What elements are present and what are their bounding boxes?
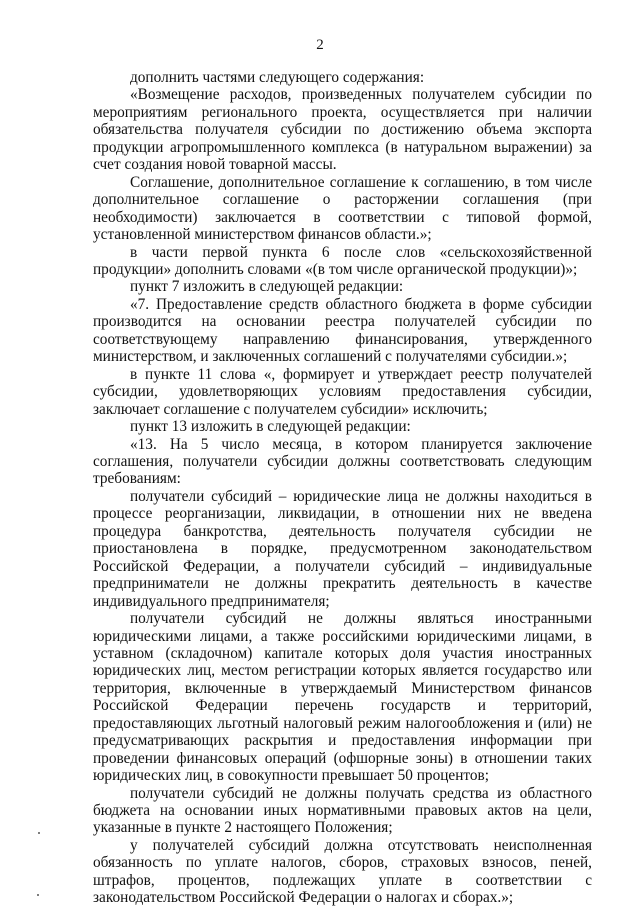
paragraph-13: у получателей субсидий должна отсутствовать неисполненная обязанность по уплате налогов, сборов, страховых взносов, пеней, штрафов, процентов, подлежащих уплате в соответствии с законодательством Российской Федерации о налогах и сборах.»; <box>93 836 592 907</box>
paragraph-1: дополнить частями следующего содержания: <box>130 69 425 86</box>
paragraph-12: получатели субсидий не должны получать средства из областного бюджета на основании иных нормативными правовых актов на цели, указанные в пункте 2 настоящего Положения; <box>93 784 592 837</box>
paragraph-11: получатели субсидий не должны являться иностранными юридическими лицами, а также российскими юридическими лицами, в уставном (складочном) капитале которых доля участия иностранных юридических лиц, местом регистрации которых является государство или территория, включенные в утверждаемый Министерством финансов Российской Федерации перечень государств и территорий, предоставляющих льготный налоговый режим налогообложения и (или) не предусматривающих раскрытия и предоставления информации при проведении финансовых операций (офшорные зоны) в отношении таких юридических лиц, в совокупности превышает 50 процентов; <box>93 610 592 785</box>
paragraph-2: «Возмещение расходов, произведенных получателем субсидии по мероприятиям регионального проекта, осуществляется при наличии обязательства получателя субсидии по достижению объема экспорта продукции агропромышленного комплекса (в натуральном выражении) за счет создания новой товарной массы. <box>93 86 592 174</box>
paragraph-10: получатели субсидий – юридические лица не должны находиться в процессе реорганизации, ликвидации, в отношении них не введена процедура банкротства, деятельность получателя субсидии не приостановлена в порядке, предусмотренном законодательством Российской Федерации, а получатели субсидий – индивидуальные предприниматели не должны прекратить деятельность в качестве индивидуального предпринимателя; <box>93 487 592 610</box>
page-number: 2 <box>316 37 324 53</box>
paragraph-8: пункт 13 изложить в следующей редакции: <box>130 418 411 436</box>
paragraph-4: в части первой пункта 6 после слов «сельскохозяйственной продукции» дополнить словами «(в том числе органической продукции)»; <box>93 243 592 278</box>
paragraph-7: в пункте 11 слова «, формирует и утверждает реестр получателей субсидии, удовлетворяющих условиям предоставления субсидии, заключает соглашение с получателем субсидии» исключить; <box>93 365 592 418</box>
scan-speck <box>37 894 39 896</box>
paragraph-5: пункт 7 изложить в следующей редакции: <box>130 278 404 296</box>
paragraph-3: Соглашение, дополнительное соглашение к соглашению, в том числе дополнительное соглашение о расторжении соглашения (при необходимости) заключается в соответствии с типовой формой, установленной министерством финансов области.»; <box>93 173 592 244</box>
paragraph-6: «7. Предоставление средств областного бюджета в форме субсидии производится на основании реестра получателей субсидии по соответствующему направлению финансирования, утвержденного министерством, и заключенных соглашений с получателями субсидии.»; <box>93 295 592 366</box>
document-body <box>93 69 592 907</box>
paragraph-9: «13. На 5 число месяца, в котором планируется заключение соглашения, получатели субсидии должны соответствовать следующим требованиям: <box>93 435 592 488</box>
scan-speck <box>38 832 40 834</box>
